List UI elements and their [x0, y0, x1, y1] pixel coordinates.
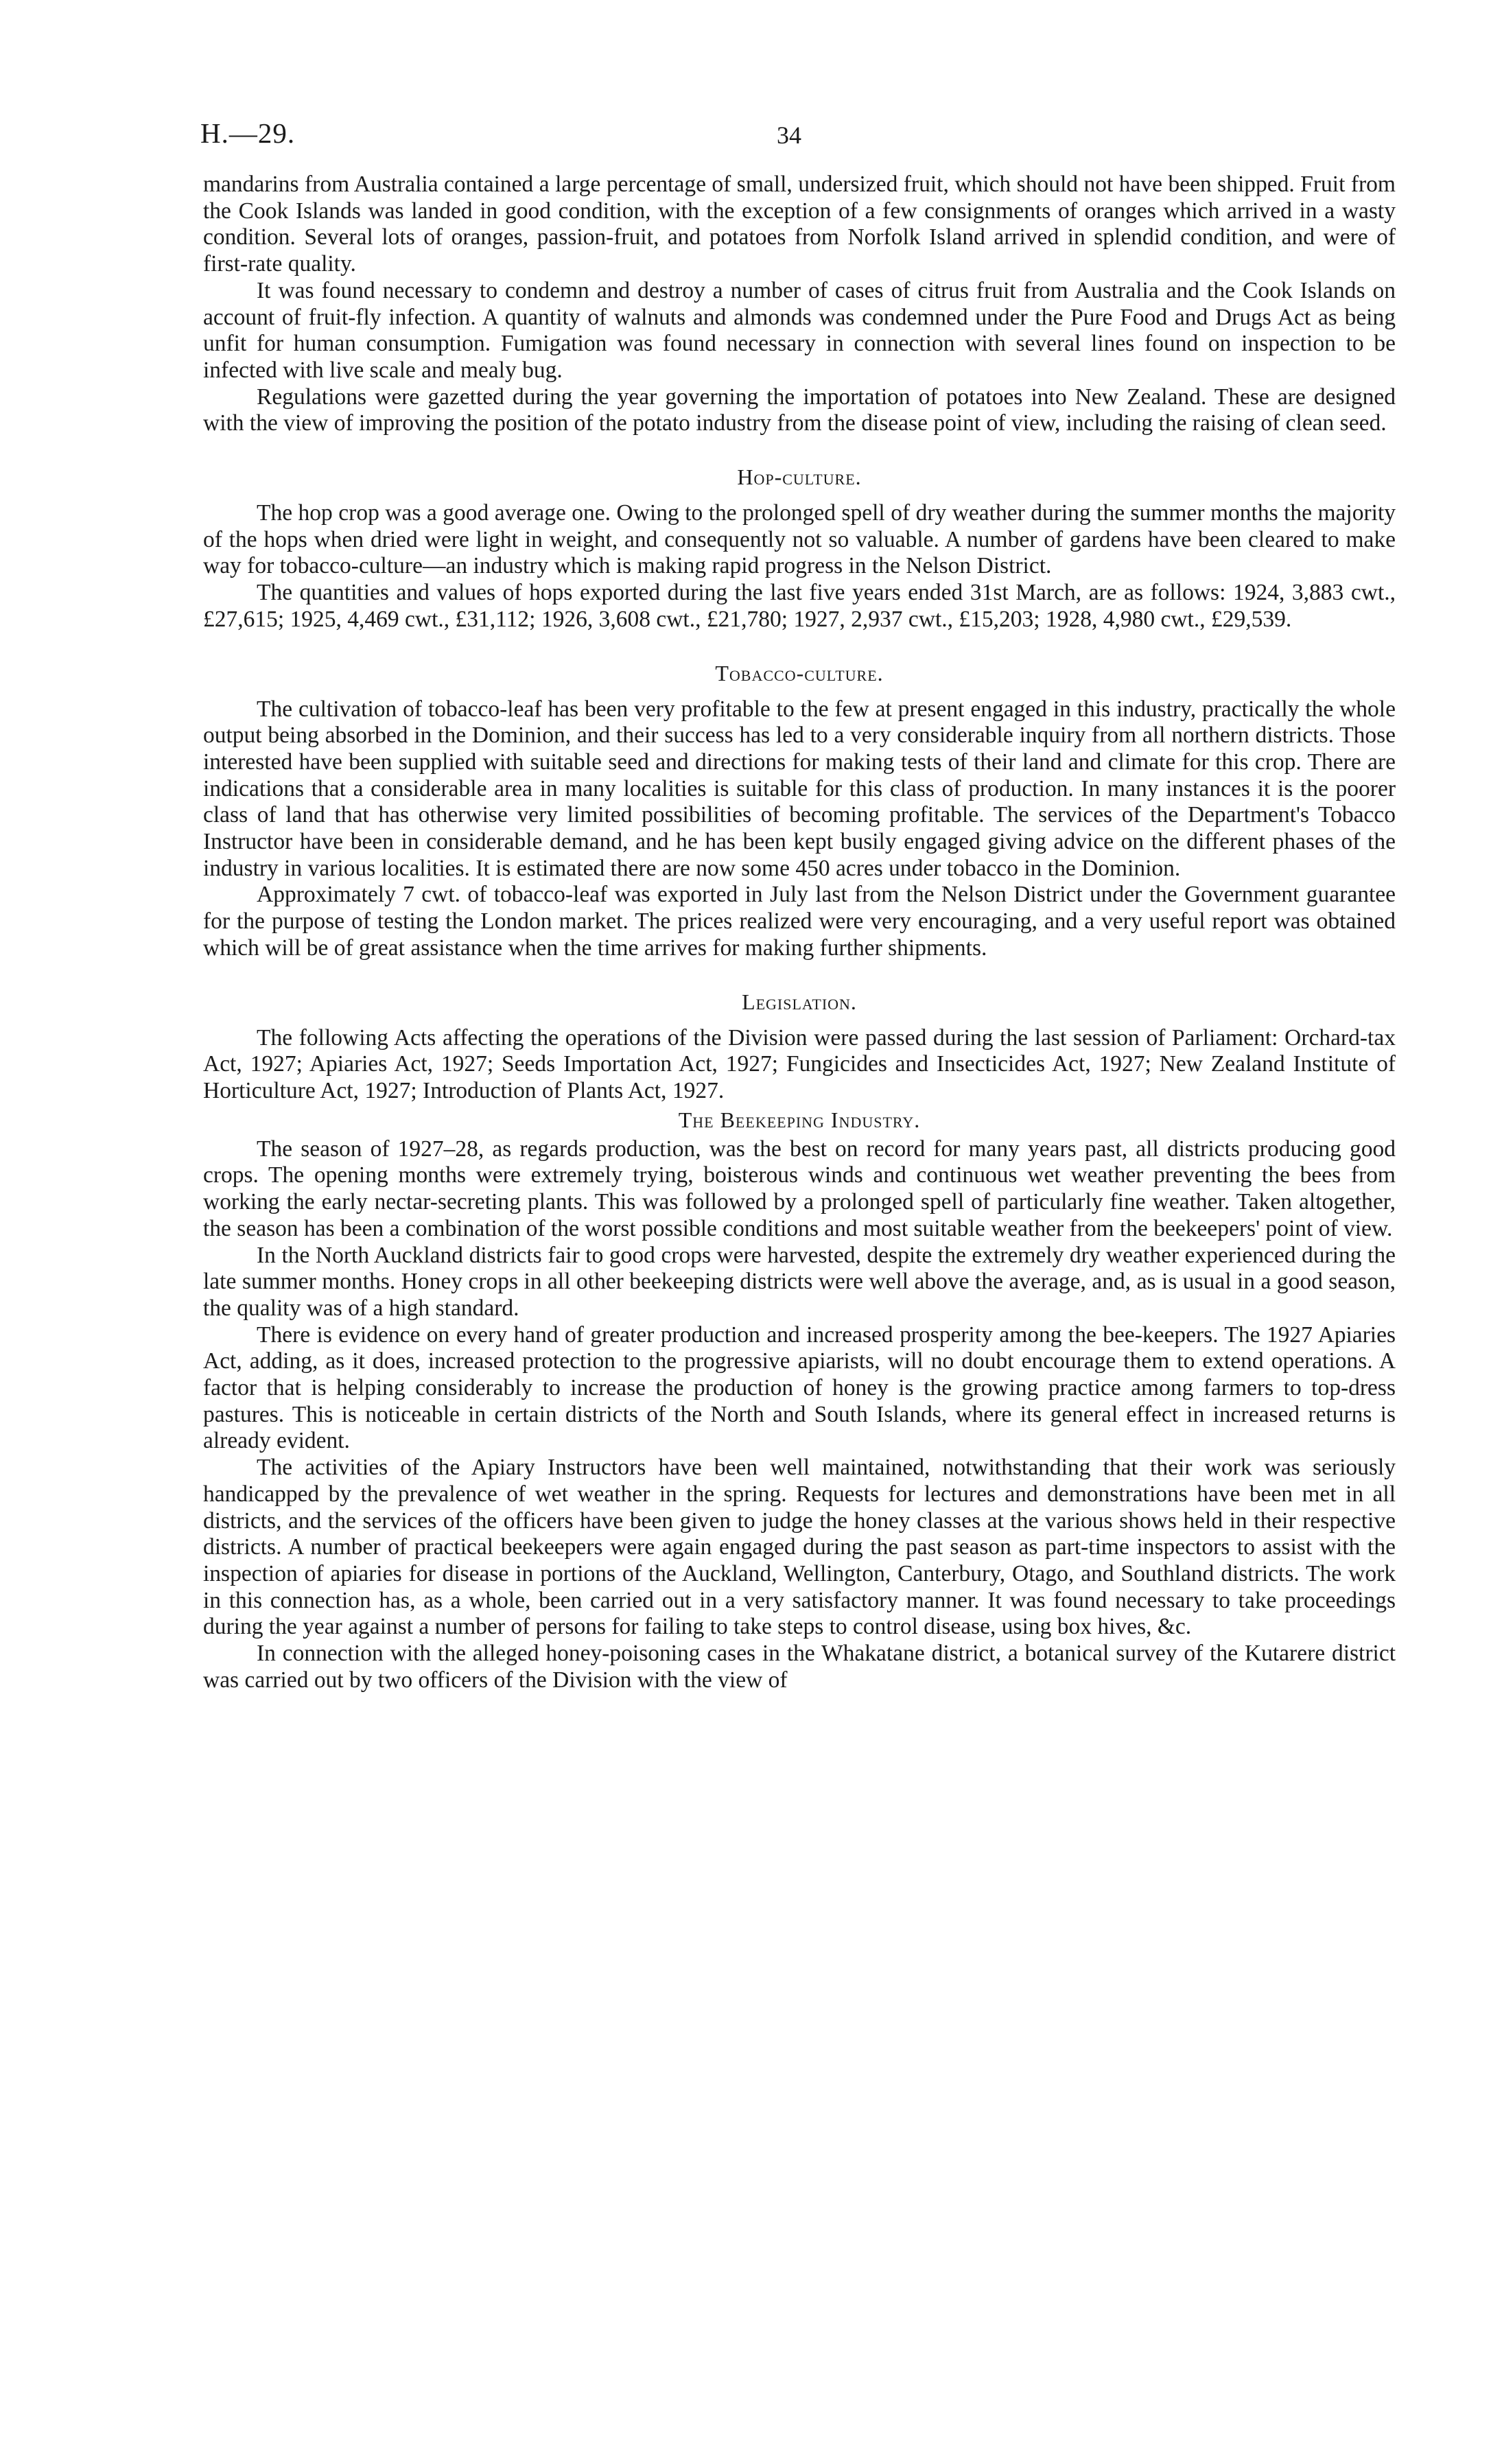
paragraph: mandarins from Australia contained a large percentage of small, undersized fruit, which should not have been shipped. Fruit from the Cook Islands was landed in good condition, with the exception of a few consignments of oranges which arrived in a wasty condition. Several lots of oranges, passion-fruit, and potatoes from Norfolk Island arrived in splendid condition, and were of first-rate quality. — [203, 172, 1396, 277]
paragraph: Approximately 7 cwt. of tobacco-leaf was exported in July last from the Nelson District under the Government guarantee for the purpose of testing the London market. The prices realized were very encouraging, and a very useful report was obtained which will be of great assistance when the time arrives for making further shipments. — [203, 882, 1396, 961]
section-hop-culture — [203, 463, 1396, 633]
paragraph: The cultivation of tobacco-leaf has been very profitable to the few at present engaged in this industry, practically the whole output being absorbed in the Dominion, and their success has led to a very considerable inquiry from all northern districts. Those interested have been supplied with suitable seed and directions for making tests of their land and climate for this crop. There are indications that a considerable area in many localities is suitable for this class of production. In many instances it is the poorer class of land that has otherwise very limited possibilities of becoming profitable. The services of the Department's Tobacco Instructor have been in considerable demand, and he has been kept busily engaged giving advice on the different phases of the industry in various localities. It is estimated there are now some 450 acres under tobacco in the Dominion. — [203, 696, 1396, 881]
section-legislation — [203, 988, 1396, 1105]
page-header — [200, 117, 1396, 172]
page-number: 34 — [777, 121, 801, 149]
section-beekeeping-industry — [203, 1106, 1396, 1694]
paragraph: The season of 1927–28, as regards production, was the best on record for many years past, all districts producing good crops. The opening months were extremely trying, boisterous winds and continuous wet weather preventing the bees from working the early nectar-secreting plants. This was followed by a prolonged spell of particularly fine weather. Taken altogether, the season has been a combination of the worst possible conditions and most suitable weather from the beekeepers' point of view. — [203, 1136, 1396, 1241]
paragraph: Regulations were gazetted during the year governing the importation of potatoes into New Zealand. These are designed with the view of improving the position of the potato industry from the disease point of view, including the raising of clean seed. — [203, 384, 1396, 436]
section-heading: Tobacco-culture. — [715, 660, 884, 685]
paragraph: The quantities and values of hops exported during the last five years ended 31st March, are as follows: 1924, 3,883 cwt., £27,615; 1925, 4,469 cwt., £31,112; 1926, 3,608 cwt., £21,780; 1927, 2,937 cwt., £15,203; 1928, 4,980 cwt., £29,539. — [203, 580, 1396, 632]
document-page — [200, 117, 1396, 1693]
paragraph: There is evidence on every hand of greater production and increased prosperity among the bee-keepers. The 1927 Apiaries Act, adding, as it does, increased protection to the progressive apiarists, will no doubt encourage them to extend operations. A factor that is helping considerably to increase the production of honey is the growing practice among farmers to top-dress pastures. This is noticeable in certain districts of the North and South Islands, where its general effect in increased returns is already evident. — [203, 1322, 1396, 1454]
paragraph: It was found necessary to condemn and destroy a number of cases of citrus fruit from Australia and the Cook Islands on account of fruit-fly infection. A quantity of walnuts and almonds was condemned under the Pure Food and Drugs Act as being unfit for human consumption. Fumigation was found necessary in connection with several lines found on inspection to be infected with live scale and mealy bug. — [203, 277, 1396, 383]
paragraph: The hop crop was a good average one. Owing to the prolonged spell of dry weather during the summer months the majority of the hops when dried were light in weight, and consequently not so valuable. A number of gardens have been cleared to make way for tobacco-culture—an industry which is making rapid progress in the Nelson District. — [203, 500, 1396, 579]
section-heading: The Beekeeping Industry. — [678, 1107, 921, 1132]
document-reference: H.—29. — [200, 117, 296, 149]
section-import-inspection — [203, 172, 1396, 437]
section-heading: Hop-culture. — [737, 465, 862, 490]
section-heading: Legislation. — [742, 989, 857, 1014]
paragraph: The following Acts affecting the operations of the Division were passed during the last session of Parliament: Orchard-tax Act, 1927; Apiaries Act, 1927; Seeds Importation Act, 1927; Fungicides and Insecticides Act, 1927; New Zealand Institute of Horticulture Act, 1927; Introduction of Plants Act, 1927. — [203, 1024, 1396, 1103]
paragraph: In connection with the alleged honey-poisoning cases in the Whakatane district, a botanical survey of the Kutarere district was carried out by two officers of the Division with the view of — [203, 1641, 1396, 1693]
section-tobacco-culture — [203, 659, 1396, 962]
paragraph: In the North Auckland districts fair to good crops were harvested, despite the extremely dry weather experienced during the late summer months. Honey crops in all other beekeeping districts were well above the average, and, as is usual in a good season, the quality was of a high standard. — [203, 1242, 1396, 1321]
paragraph: The activities of the Apiary Instructors have been well maintained, notwithstanding that their work was seriously handicapped by the prevalence of wet weather in the spring. Requests for lectures and demonstrations have been met in all districts, and the services of the officers have been given to judge the honey classes at the various shows held in their respective districts. A number of practical beekeepers were again engaged during the past season as part-time inspectors to assist with the inspection of apiaries for disease in portions of the Auckland, Wellington, Canterbury, Otago, and Southland districts. The work in this connection has, as a whole, been carried out in a very satisfactory manner. It was found necessary to take proceedings during the year against a number of persons for failing to take steps to control disease, using box hives, &c. — [203, 1455, 1396, 1640]
